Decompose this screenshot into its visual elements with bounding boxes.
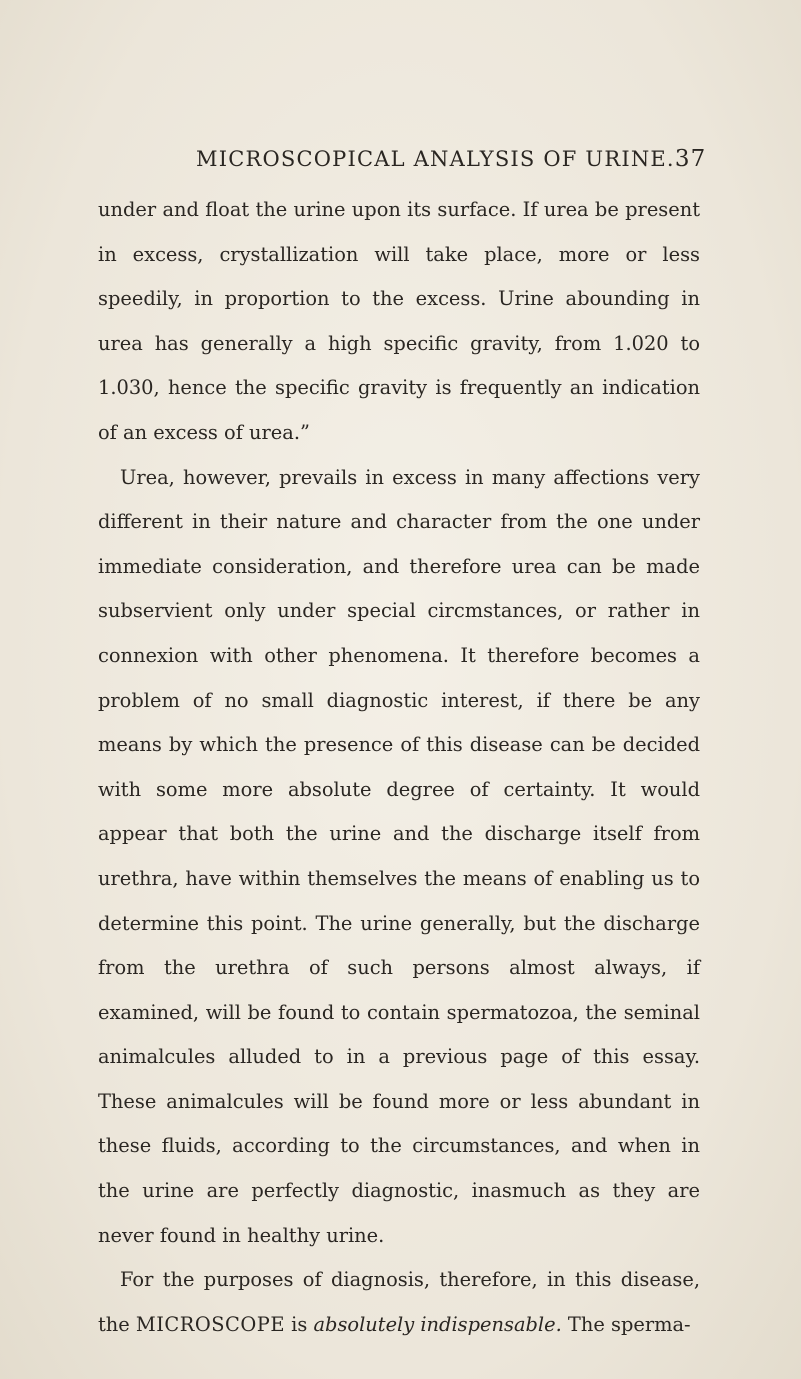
microscope-smallcaps: MICROSCOPE [135,1312,285,1336]
body-text [98,188,700,1347]
paragraph-2: Urea, however, prevails in excess in many affections very different in their nature and character from the one under immediate consideration, and therefore urea can be made subservient only under special circmstances, or rather in connexion with other phenomena. It therefore becomes a problem of no small diagnostic interest, if there be any means by which the presence of this disease can be decided with some more absolute degree of certainty. It would appear that both the urine and the discharge itself from urethra, have within themselves the means of enabling us to determine this point. The urine generally, but the discharge from the urethra of such persons almost always, if examined, will be found to contain spermatozoa, the seminal animalcules alluded to in a previous page of this essay. These animalcules will be found more or less abundant in these fluids, according to the circumstances, and when in the urine are perfectly diagnostic, inasmuch as they are never found in healthy urine. [98,465,700,1247]
page-number: 37 [674,146,707,172]
emphasis-italic: absolutely indispensable. [313,1312,562,1336]
paragraph-3-after: The sperma- [561,1312,691,1336]
running-header [196,146,707,172]
paragraph-1: under and float the urine upon its surface. If urea be present in excess, crystallization will take place, more or less speedily, in proportion to the excess. Urine abounding in urea has generally a high specific gravity, from 1.020 to 1.030, hence the specific gravity is frequently an indication of an excess of urea.” [98,198,700,444]
paragraph-3 [98,1258,700,1347]
paragraph-3-before: For the purposes of diagnosis, therefore, in this disease, the [98,1268,700,1336]
running-title: MICROSCOPICAL ANALYSIS OF URINE. [196,147,675,171]
paragraph-3-middle: is [285,1312,314,1336]
